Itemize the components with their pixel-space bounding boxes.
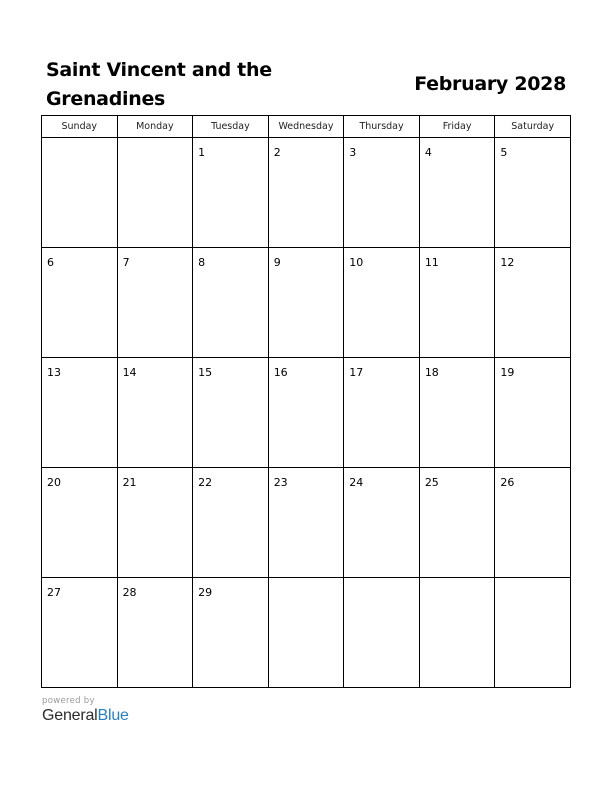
- day-cell: [344, 578, 420, 688]
- day-number: 17: [349, 366, 364, 379]
- day-number: 18: [424, 366, 439, 379]
- day-cell: [42, 138, 118, 248]
- day-cell: [42, 578, 118, 688]
- weekday-tuesday: Tuesday: [193, 116, 269, 138]
- day-number: 20: [47, 476, 61, 489]
- day-number: 9: [273, 256, 281, 269]
- day-number: 5: [500, 146, 508, 159]
- day-number: 1: [198, 146, 206, 159]
- day-cell: [419, 468, 495, 578]
- footer-branding: [42, 696, 129, 725]
- week-row: [42, 358, 571, 468]
- day-cell: [495, 138, 571, 248]
- day-number: 14: [122, 366, 137, 379]
- day-cell: [419, 248, 495, 358]
- day-number: 26: [500, 476, 515, 489]
- day-cell: [495, 468, 571, 578]
- day-number: 4: [424, 146, 432, 159]
- day-cell: [495, 578, 571, 688]
- day-cell: [193, 248, 269, 358]
- day-cell: [117, 358, 193, 468]
- brand-general: General: [42, 707, 98, 724]
- day-number: 29: [198, 586, 213, 599]
- generalblue-logo[interactable]: [42, 707, 129, 725]
- day-cell: [117, 138, 193, 248]
- day-number: 19: [500, 366, 515, 379]
- day-cell: [344, 358, 420, 468]
- day-cell: [268, 138, 344, 248]
- day-cell: [495, 358, 571, 468]
- day-number: 12: [500, 256, 515, 269]
- day-cell: [495, 248, 571, 358]
- brand-blue: Blue: [97, 707, 129, 724]
- weekday-thursday: Thursday: [344, 116, 420, 138]
- day-cell: [193, 468, 269, 578]
- day-cell: [193, 578, 269, 688]
- day-cell: [344, 468, 420, 578]
- day-cell: [344, 248, 420, 358]
- week-row: [42, 468, 571, 578]
- week-row: [42, 578, 571, 688]
- day-cell: [344, 138, 420, 248]
- day-cell: [42, 468, 118, 578]
- day-cell: [193, 358, 269, 468]
- day-number: 23: [273, 476, 288, 489]
- day-number: 21: [122, 476, 137, 489]
- day-number: 6: [47, 256, 54, 269]
- day-cell: [42, 358, 118, 468]
- day-number: 13: [47, 366, 61, 379]
- country-title: Saint Vincent and the Grenadines: [46, 59, 272, 110]
- day-cell: [117, 578, 193, 688]
- day-number: 16: [273, 366, 288, 379]
- weekday-saturday: Saturday: [495, 116, 571, 138]
- day-cell: [268, 468, 344, 578]
- day-number: 2: [273, 146, 281, 159]
- day-number: 8: [198, 256, 206, 269]
- day-cell: [117, 248, 193, 358]
- week-row: [42, 248, 571, 358]
- weekday-sunday: Sunday: [42, 116, 118, 138]
- day-cell: [419, 578, 495, 688]
- day-cell: [268, 578, 344, 688]
- day-cell: [268, 358, 344, 468]
- day-cell: [193, 138, 269, 248]
- weekday-friday: Friday: [419, 116, 495, 138]
- day-number: 7: [122, 256, 130, 269]
- powered-by-text: powered by: [42, 696, 95, 706]
- day-number: 24: [349, 476, 364, 489]
- day-cell: [419, 358, 495, 468]
- day-number: 11: [424, 256, 439, 269]
- day-number: 3: [349, 146, 357, 159]
- day-number: 28: [122, 586, 137, 599]
- day-number: 25: [424, 476, 439, 489]
- calendar-grid: [41, 115, 571, 688]
- weekday-monday: Monday: [117, 116, 193, 138]
- day-number: 22: [198, 476, 213, 489]
- day-number: 10: [349, 256, 364, 269]
- day-cell: [419, 138, 495, 248]
- weekday-header-row: [42, 116, 571, 138]
- day-number: 15: [198, 366, 213, 379]
- weekday-wednesday: Wednesday: [268, 116, 344, 138]
- day-number: 27: [47, 586, 61, 599]
- day-cell: [117, 468, 193, 578]
- day-cell: [42, 248, 118, 358]
- month-year-title: February 2028: [414, 73, 566, 95]
- day-cell: [268, 248, 344, 358]
- week-row: [42, 138, 571, 248]
